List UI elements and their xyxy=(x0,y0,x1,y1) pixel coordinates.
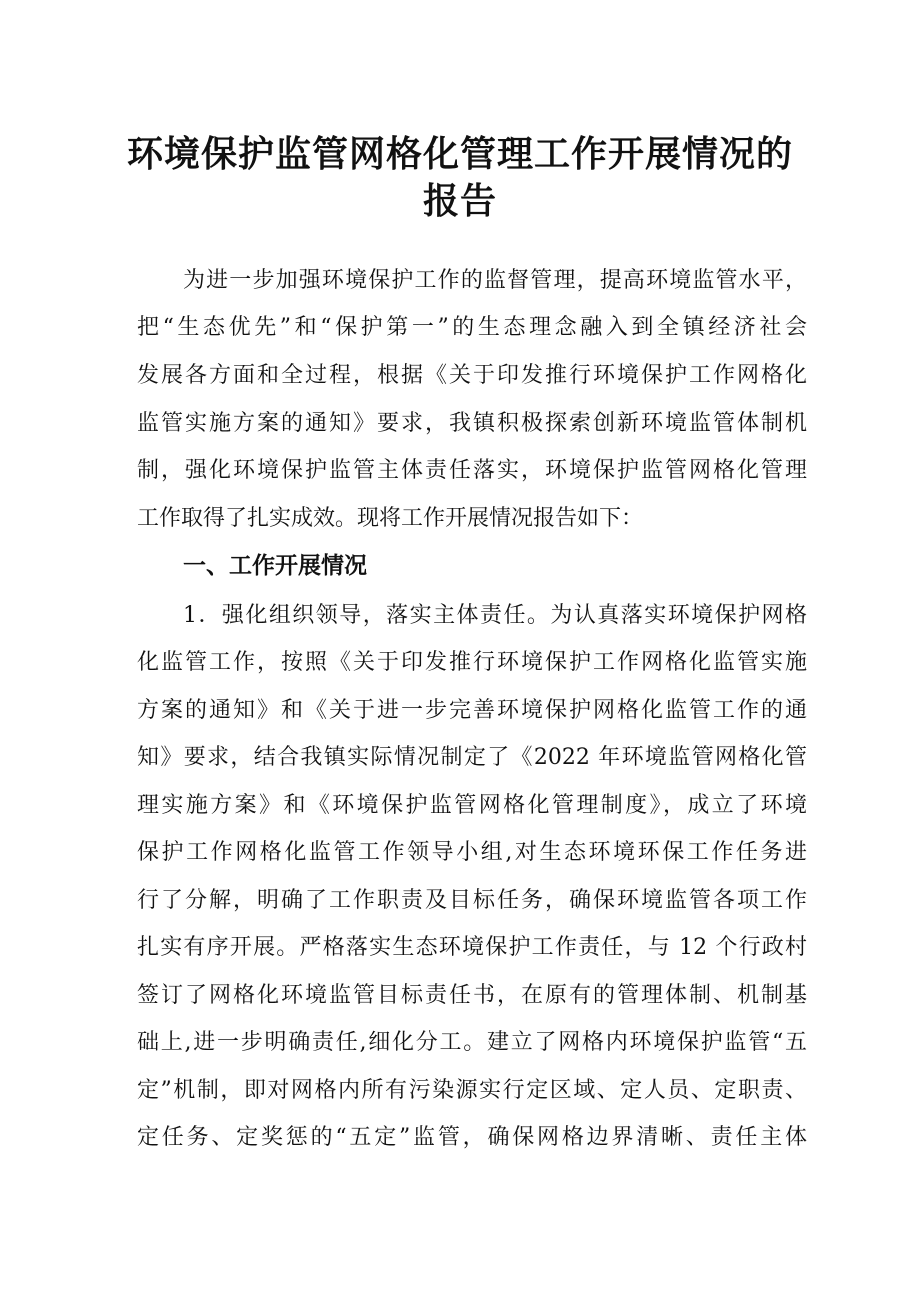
body-line: 知》要求，结合我镇实际情况制定了《2022 年环境监管网格化管 xyxy=(137,745,807,770)
body-line: 扎实有序开展。严格落实生态环境保护工作责任，与 12 个行政村 xyxy=(137,935,807,960)
intro-line: 发展各方面和全过程，根据《关于印发推行环境保护工作网格化 xyxy=(137,363,807,388)
body-line: 化监管工作，按照《关于印发推行环境保护工作网格化监管实施 xyxy=(137,650,807,675)
body-line: 1．强化组织领导，落实主体责任。为认真落实环境保护网格 xyxy=(183,603,807,628)
intro-line: 工作取得了扎实成效。现将工作开展情况报告如下： xyxy=(137,506,644,531)
document-title-line-2: 报告 xyxy=(422,181,497,222)
body-line: 定”机制，即对网格内所有污染源实行定区域、定人员、定职责、 xyxy=(137,1078,807,1103)
body-line: 签订了网格化环境监管目标责任书，在原有的管理体制、机制基 xyxy=(137,983,807,1008)
body-line: 础上,进一步明确责任,细化分工。建立了网格内环境保护监管“五 xyxy=(137,1030,807,1055)
section-heading: 一、工作开展情况 xyxy=(183,553,367,579)
document-title-line-1: 环境保护监管网格化管理工作开展情况的 xyxy=(126,134,793,175)
intro-line: 为进一步加强环境保护工作的监督管理，提高环境监管水平， xyxy=(183,268,807,293)
body-line: 定任务、定奖惩的“五定”监管，确保网格边界清晰、责任主体 xyxy=(137,1125,807,1150)
body-line: 方案的通知》和《关于进一步完善环境保护网格化监管工作的通 xyxy=(137,698,807,723)
intro-line: 监管实施方案的通知》要求，我镇积极探索创新环境监管体制机 xyxy=(137,411,807,436)
body-line: 保护工作网格化监管工作领导小组,对生态环境环保工作任务进 xyxy=(137,840,807,865)
body-line: 理实施方案》和《环境保护监管网格化管理制度》，成立了环境 xyxy=(137,793,807,818)
body-line: 行了分解，明确了工作职责及目标任务，确保环境监管各项工作 xyxy=(137,888,807,913)
intro-line: 制，强化环境保护监管主体责任落实，环境保护监管网格化管理 xyxy=(137,458,807,483)
intro-line: 把“生态优先”和“保护第一”的生态理念融入到全镇经济社会 xyxy=(137,315,807,340)
